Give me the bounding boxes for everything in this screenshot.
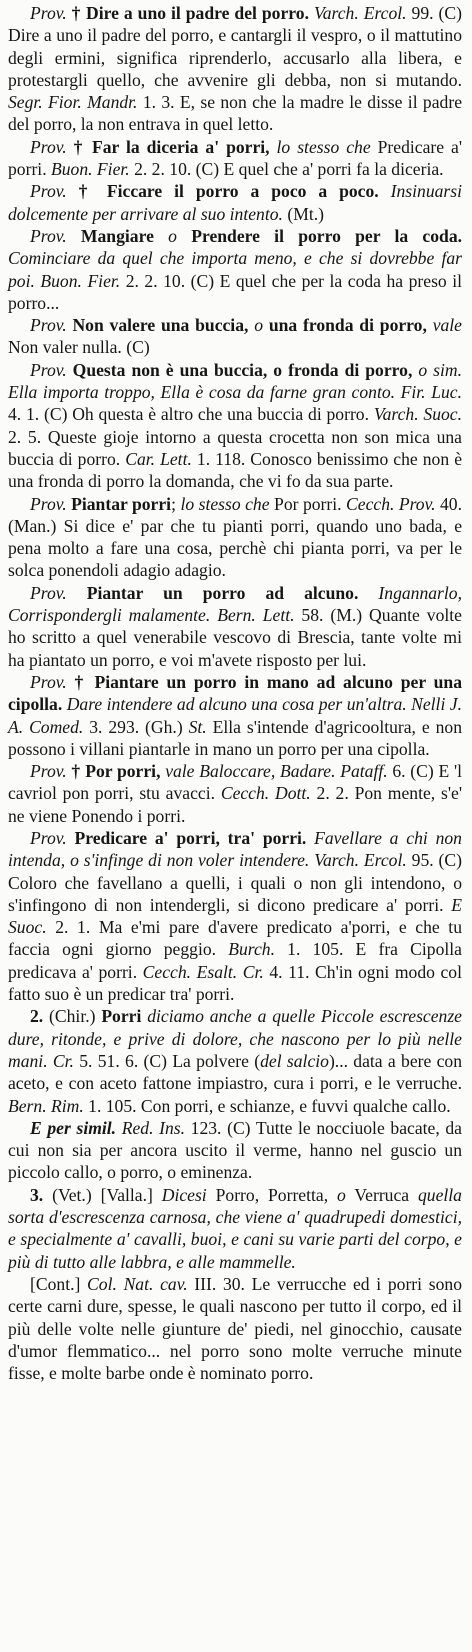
- italic-text: Prov.: [30, 359, 73, 380]
- italic-text: o: [254, 315, 269, 336]
- italic-text: St.: [188, 716, 207, 737]
- italic-text: E Suoc.: [8, 894, 462, 938]
- body-text: III. 30. Le verrucche ed i porri sono certe carni dure, spesse, le quali nascono per tutto il corpo, ed il più delle volte nelle giunture de' piedi, nel ginocchio, causate d'umor flemmatico... nel porro sono molte verruche minute fisse, e molte barbe onde è nominato porro.: [8, 1273, 462, 1384]
- body-text: 3. 293. (Gh.): [83, 716, 189, 737]
- body-text: (Chir.): [43, 1006, 102, 1027]
- italic-text: Prov.: [30, 671, 75, 692]
- italic-text: Insinuarsi dolcemente per arrivare al suo intento.: [8, 181, 463, 224]
- italic-text: quella sorta d'escrescenza carnosa, che viene a' quadrupedi domestici, e specialmente a' cavalli, buoi, e cani su varie parti del corpo, e più di tutto alle labbra, e alle mammelle.: [8, 1184, 462, 1272]
- body-text: (Vet.) [Valla.]: [43, 1184, 162, 1205]
- body-text: Porro, Porretta,: [206, 1184, 338, 1205]
- italic-text: Red. Ins.: [121, 1117, 186, 1138]
- proverb-entry: [8, 671, 462, 760]
- headword-text: † Far la diceria a' porri,: [73, 136, 277, 157]
- italic-text: Prov.: [30, 136, 74, 157]
- proverb-entry: [8, 314, 462, 359]
- body-text: 2. 2. 10. (C) E quel che per la coda ha preso il porro...: [8, 270, 462, 313]
- italic-text: Cominciare da quel che importa meno, e che si dovrebbe far poi. Buon. Fier.: [8, 248, 462, 291]
- headword-text: † Por porri,: [71, 761, 166, 782]
- italic-text: Favellare a chi non intenda, o s'infinge di non voler intendere. Varch. Ercol.: [8, 827, 462, 871]
- headword-text: † Piantare un porro in mano ad alcuno per una cipolla.: [8, 671, 462, 715]
- body-text: 40. (Man.) Si dice e' par che tu pianti porri, quando uno bada, e pena molto a fare una cosa, perchè chi pianta porri, va per le solca ponendoli adagio adagio.: [8, 493, 462, 581]
- headword-text: Predicare a' porri, tra' porri.: [74, 827, 315, 848]
- italic-text: Dare intendere ad alcuno una cosa per un'altra. Nelli J. A. Comed.: [8, 694, 462, 737]
- body-text: 58. (M.) Quante volte ho scritto a quel venerabile vescovo di Brescia, tante volte mi ha piantato un porro, e voi m'avete risposto per lui.: [8, 605, 462, 670]
- italic-text: o: [168, 225, 192, 246]
- headword-text: 2.: [30, 1006, 44, 1027]
- italic-text: Prov.: [30, 761, 72, 782]
- body-text: Verruca: [345, 1184, 418, 1205]
- italic-text: vale Baloccare, Badare. Pataff.: [165, 761, 388, 782]
- italic-text: diciamo anche a quelle Piccole escrescenze dure, ritonde, e prive di dolore, che nascono per lo più nelle mani. Cr.: [8, 1006, 462, 1071]
- proverb-entry: [8, 827, 462, 1005]
- body-text: 99. (C) Dire a uno il padre del porro, e cantargli il vespro, o il mattutino degli ermini, significa riprenderlo, accusarlo alla libera, e protestargli quello, che avvenire gli debba, non si mutando.: [8, 3, 462, 90]
- italic-text: o: [337, 1184, 346, 1205]
- proverb-entry: [8, 1117, 462, 1184]
- body-text: ;: [171, 493, 181, 514]
- proverb-entry: [8, 136, 462, 181]
- italic-text: Prov.: [30, 3, 72, 23]
- italic-text: Prov.: [30, 315, 73, 336]
- headword-text: Porri: [101, 1006, 148, 1027]
- body-text: Non valer nulla. (C): [8, 337, 150, 358]
- italic-text: lo stesso che: [180, 493, 270, 514]
- body-text: )... data a bere con aceto, e con aceto fattone impiastro, cura i porri, e le verruche.: [8, 1050, 463, 1094]
- body-text: 1. 3. E, se non che la madre le disse il padre del porro, la non entrava in quel letto.: [8, 92, 463, 135]
- italic-text: Segr. Fior. Mandr.: [8, 92, 138, 113]
- italic-text: lo stesso che: [276, 136, 371, 157]
- body-text: 6. (C) E 'l cavriol pon porri, stu avacci.: [8, 761, 462, 804]
- body-text: 2. 2. 10. (C) E quel che a' porri fa la diceria.: [129, 159, 444, 180]
- body-text: 123. (C) Tutte le nocciuole bacate, da cui non sia per ancora uscito il verme, hanno nel guscio un piccolo callo, o porro, o eminenza.: [8, 1117, 462, 1183]
- headword-text: † Dire a uno il padre del porro.: [71, 3, 314, 23]
- italic-text: Burch.: [228, 939, 275, 960]
- body-text: Por porri.: [269, 493, 347, 514]
- headword-text: una fronda di porro,: [268, 315, 433, 336]
- body-text: 5. 51. 6. (C) La polvere (: [73, 1050, 261, 1071]
- proverb-entry: [8, 760, 462, 827]
- italic-text: Prov.: [30, 582, 87, 603]
- headword-text: 3.: [30, 1184, 44, 1205]
- headword-text: Piantar porri: [71, 493, 172, 514]
- proverb-entry: [8, 180, 462, 225]
- body-text: 4. 1. (C) Oh questa è altro che una buccia di porro.: [8, 404, 374, 425]
- headword-text: Mangiare: [80, 225, 169, 246]
- italic-text: Car. Lett.: [125, 448, 192, 469]
- italic-text: Dicesi: [161, 1184, 207, 1205]
- italic-text: Prov.: [30, 493, 72, 514]
- body-text: Predicare a' porri.: [8, 136, 462, 180]
- proverb-entry: [8, 493, 462, 582]
- body-text: 95. (C) Coloro che favellano a quelli, i quali o non gli intendono, o s'infingono di non intendergli, si dicono predicare a' porri.: [8, 850, 462, 915]
- italic-text: Buon. Fier.: [51, 159, 130, 180]
- body-text: 2. 2. Pon mente, s'e' ne viene Ponendo i porri.: [8, 783, 462, 826]
- italic-text: Varch. Suoc.: [373, 404, 462, 425]
- body-text: 4. 11. Ch'in ogni modo col fatto suo è un predicar tra' porri.: [8, 961, 462, 1005]
- italic-text: Cecch. Prov.: [346, 493, 436, 514]
- body-text: 2. 5. Queste gioje intorno a questa crocetta non son mica una buccia di porro.: [8, 426, 462, 469]
- numbered-sense-entry: [8, 1184, 462, 1273]
- italic-text: Prov.: [30, 827, 75, 848]
- body-text: 1. 105. E fra Cipolla predicava a' porri.: [8, 939, 462, 982]
- italic-text: Cecch. Dott.: [220, 783, 311, 804]
- body-text: (Mt.): [282, 203, 324, 224]
- italic-text: o sim. Ella importa troppo, Ella è cosa da farne gran conto. Fir. Luc.: [8, 359, 462, 403]
- headword-text: Non valere una buccia,: [72, 315, 255, 336]
- headword-text: Questa non è una buccia, o fronda di porro,: [72, 359, 419, 380]
- body-text: 2. 1. Ma e'mi pare d'avere predicato a'porri, e che tu faccia ogni giorno peggio.: [8, 917, 462, 960]
- numbered-sense-entry: [8, 1005, 462, 1116]
- bold-italic-text: E per simil.: [30, 1117, 122, 1138]
- body-text: Ella s'intende d'agricooltura, e non possono i villani piantarle in mano un porro per una cipolla.: [8, 716, 462, 759]
- italic-text: Bern. Rim.: [8, 1095, 84, 1116]
- proverb-entry: [8, 359, 462, 493]
- body-text: 1. 118. Conosco benissimo che non è una fronda di porro la domanda, che vi fo da sua parte.: [8, 448, 463, 492]
- proverb-entry: [8, 225, 462, 314]
- proverb-entry: [8, 1273, 462, 1384]
- proverb-entry: [8, 582, 462, 671]
- italic-text: Prov.: [30, 181, 79, 202]
- italic-text: vale: [432, 315, 462, 336]
- italic-text: del salcio: [260, 1050, 329, 1071]
- italic-text: Col. Nat. cav.: [87, 1273, 188, 1294]
- italic-text: Cecch. Esalt. Cr.: [142, 961, 264, 982]
- proverb-entry: [8, 2, 462, 136]
- italic-text: Varch. Ercol.: [313, 3, 407, 23]
- body-text: 1. 105. Con porri, e schianze, e fuvvi qualche callo.: [83, 1095, 451, 1116]
- headword-text: Piantar un porro ad alcuno.: [86, 582, 379, 603]
- body-text: [Cont.]: [30, 1273, 88, 1294]
- headword-text: † Ficcare il porro a poco a poco.: [78, 181, 391, 202]
- italic-text: Prov.: [30, 225, 81, 246]
- italic-text: Ingannarlo, Corrispondergli malamente. Bern. Lett.: [8, 582, 462, 626]
- headword-text: Prendere il porro per la coda.: [191, 225, 463, 246]
